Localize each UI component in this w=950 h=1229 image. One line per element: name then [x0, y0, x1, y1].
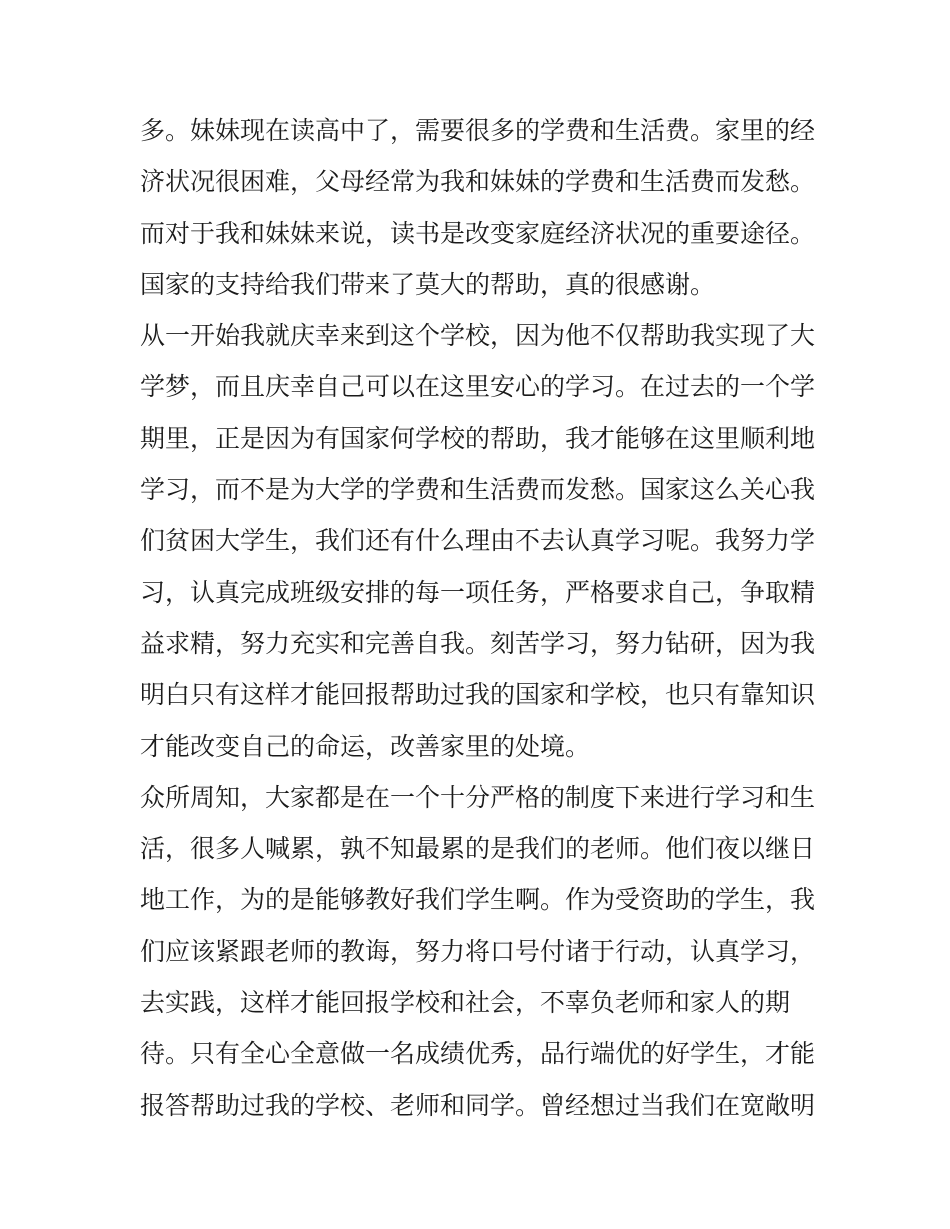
text-line: 多。妹妹现在读高中了，需要很多的学费和生活费。家里的经 [140, 116, 816, 145]
text-line: 习，认真完成班级安排的每一项任务，严格要求自己，争取精 [140, 577, 816, 607]
text-line: 众所周知，大家都是在一个十分严格的制度下来进行学习和生 [140, 782, 816, 812]
text-line: 们贫困大学生，我们还有什么理由不去认真学习呢。我努力学 [140, 526, 816, 556]
text-line: 学梦，而且庆幸自己可以在这里安心的学习。在过去的一个学 [140, 372, 816, 402]
text-line: 活，很多人喊累，孰不知最累的是我们的老师。他们夜以继日 [140, 834, 816, 864]
text-line: 济状况很困难，父母经常为我和妹妹的学费和生活费而发愁。 [140, 167, 816, 197]
text-line: 而对于我和妹妹来说，读书是改变家庭经济状况的重要途径。 [140, 218, 816, 248]
text-line: 益求精，努力充实和完善自我。刻苦学习，努力钻研，因为我 [140, 628, 816, 658]
text-line: 才能改变自己的命运，改善家里的处境。 [140, 731, 591, 761]
text-line: 国家的支持给我们带来了莫大的帮助，真的很感谢。 [140, 269, 716, 299]
body-text [140, 105, 820, 1131]
text-line: 地工作，为的是能够教好我们学生啊。作为受资助的学生，我 [140, 885, 816, 915]
text-line: 们应该紧跟老师的教诲，努力将口号付诸于行动，认真学习， [140, 936, 816, 966]
text-line: 报答帮助过我的学校、老师和同学。曾经想过当我们在宽敞明 [140, 1090, 816, 1120]
text-line: 待。只有全心全意做一名成绩优秀，品行端优的好学生，才能 [140, 1039, 816, 1069]
text-line: 从一开始我就庆幸来到这个学校，因为他不仅帮助我实现了大 [140, 321, 816, 351]
text-line: 明白只有这样才能回报帮助过我的国家和学校，也只有靠知识 [140, 680, 816, 710]
text-line: 期里，正是因为有国家何学校的帮助，我才能够在这里顺利地 [140, 423, 816, 453]
text-line: 学习，而不是为大学的学费和生活费而发愁。国家这么关心我 [140, 475, 816, 505]
text-line: 去实践，这样才能回报学校和社会，不辜负老师和家人的期 [140, 988, 791, 1018]
